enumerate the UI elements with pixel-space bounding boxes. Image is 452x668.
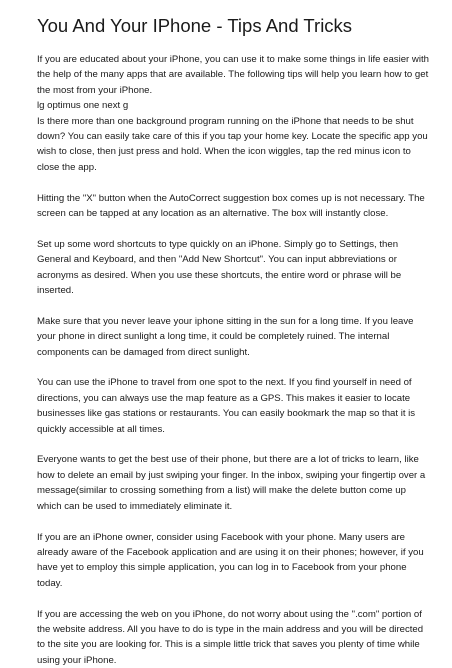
text-line: Everyone wants to get the best use of their phone, but there are a lot of tricks to learn, like [37,454,419,466]
text-line: your phone in direct sunlight a long time, it could be completely ruined. The internal [37,331,390,343]
text-line: directions, you can always use the map feature as a GPS. This makes it easier to locate [37,392,411,404]
text-line: Set up some word shortcuts to type quickly on an iPhone. Simply go to Settings, then [37,238,399,250]
text-line: You can use the iPhone to travel from one spot to the next. If you find yourself in need of [37,377,412,389]
text-line: acronyms as desired. When you use these shortcuts, the entire word or phrase will be [37,269,402,281]
paragraph [37,52,429,98]
text-line: quickly accessible at all times. [37,423,165,435]
text-line: wish to close, then just press and hold. When the icon wiggles, tap the red minus icon to [37,146,411,158]
text-line: General and Keyboard, and then "Add New Shortcut". You can input abbreviations or [37,254,397,266]
paragraph [37,114,428,176]
text-line: inserted. [37,285,74,297]
document-title: You And Your IPhone - Tips And Tricks [37,15,353,36]
paragraph [37,607,422,668]
text-line: the website address. All you have to do is type in the main address and you will be directed [37,623,424,635]
text-line: to the site you are looking for. This is a simple little trick that saves you plenty of time while [37,639,420,651]
paragraph [37,375,422,437]
paragraph [37,452,426,514]
text-line: down? You can easily take care of this if you tap your home key. Locate the specific app you [37,131,428,143]
text-line: how to delete an email by just swiping your finger. In the inbox, swiping your fingertip over a [37,469,426,481]
text-line: message(similar to crossing something from a list) will make the delete button come up [37,485,406,497]
text-line: the help of the many apps that are available. The following tips will help you learn how to get [37,69,429,81]
text-line: close the app. [37,161,97,173]
text-line: If you are educated about your iPhone, you can use it to make some things in life easier with [37,54,429,65]
paragraph [37,530,422,592]
text-line: which can be used to immediately eliminate it. [37,500,233,512]
text-line: Hitting the "X" button when the AutoCorrect suggestion box comes up is not necessary. The [37,192,425,204]
text-line: have yet to employ this simple application, you can log in to Facebook from your phone [37,562,407,574]
document-body [37,52,429,668]
text-line: If you are accessing the web on you iPhone, do not worry about using the ".com" portion of [37,608,422,620]
paragraph [37,237,422,299]
text-line: today. [37,577,63,589]
paragraph [37,98,422,113]
text-line: components can be damaged from direct sunlight. [37,346,250,358]
text-line: screen can be tapped at any location as an alternative. The box will instantly close. [37,208,389,220]
text-line: the most from your iPhone. [37,84,153,96]
text-line: using your iPhone. [37,654,117,666]
paragraph [37,314,422,360]
text-line: businesses like gas stations or restaurants. You can easily bookmark the map so that it is [37,408,416,420]
text-line: already aware of the Facebook application and are using it on their phones; however, if you [37,546,424,558]
text-line: lg optimus one next g [37,100,129,112]
text-line: If you are an iPhone owner, consider using Facebook with your phone. Many users are [37,531,405,543]
paragraph [37,191,425,222]
text-line: Is there more than one background program running on the iPhone that needs to be shut [37,115,414,127]
text-line: Make sure that you never leave your iphone sitting in the sun for a long time. If you leave [37,315,414,327]
